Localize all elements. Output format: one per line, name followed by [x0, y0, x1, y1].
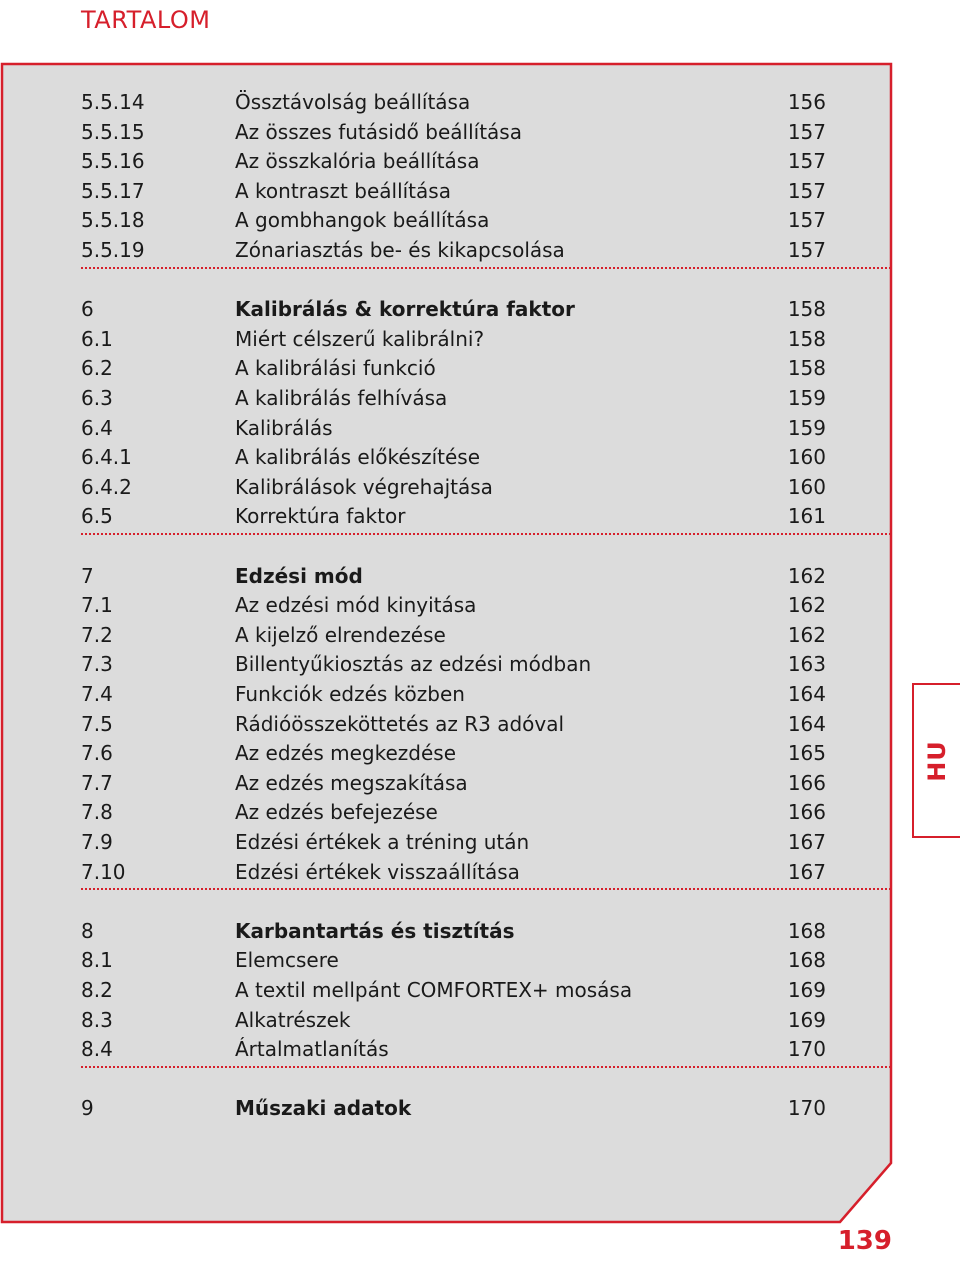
- toc-entry-row[interactable]: [81, 443, 826, 471]
- toc-chapter-row[interactable]: [81, 562, 826, 590]
- toc-entry-row[interactable]: [81, 118, 826, 146]
- section-title: Az edzés megkezdése: [235, 741, 456, 765]
- section-number: 8.2: [81, 978, 113, 1002]
- section-title: A kalibrálás felhívása: [235, 386, 448, 410]
- page-ref: 162: [787, 564, 826, 588]
- toc-entry-row[interactable]: [81, 650, 826, 678]
- section-title: Zónariasztás be- és kikapcsolása: [235, 238, 565, 262]
- toc-chapter-row[interactable]: [81, 1094, 826, 1122]
- section-title: A kijelző elrendezése: [235, 623, 446, 647]
- section-number: 7.9: [81, 830, 113, 854]
- section-title: Edzési értékek visszaállítása: [235, 860, 520, 884]
- page-ref: 159: [787, 386, 826, 410]
- section-title: Az összes futásidő beállítása: [235, 120, 522, 144]
- toc-entry-row[interactable]: [81, 88, 826, 116]
- section-title: Az edzés megszakítása: [235, 771, 468, 795]
- section-title: Edzési mód: [235, 564, 363, 588]
- section-number: 7.3: [81, 652, 113, 676]
- page-ref: 168: [787, 948, 826, 972]
- section-number: 6.4.2: [81, 475, 132, 499]
- section-number: 7.1: [81, 593, 113, 617]
- section-number: 8: [81, 919, 94, 943]
- section-number: 5.5.18: [81, 208, 145, 232]
- page-ref: 161: [787, 504, 826, 528]
- section-title: A kontraszt beállítása: [235, 179, 451, 203]
- section-number: 6.4: [81, 416, 113, 440]
- section-divider: [81, 1066, 891, 1068]
- toc-entry-row[interactable]: [81, 858, 826, 886]
- page-ref: 159: [787, 416, 826, 440]
- language-tab: [912, 683, 960, 838]
- page-ref: 167: [787, 830, 826, 854]
- section-number: 5.5.15: [81, 120, 145, 144]
- page-ref: 166: [787, 800, 826, 824]
- toc-entry-row[interactable]: [81, 206, 826, 234]
- section-title: Kalibrálások végrehajtása: [235, 475, 493, 499]
- page-ref: 160: [787, 475, 826, 499]
- section-title: A kalibrálás előkészítése: [235, 445, 481, 469]
- section-number: 8.4: [81, 1037, 113, 1061]
- section-number: 6: [81, 297, 94, 321]
- section-title: Az edzési mód kinyitása: [235, 593, 477, 617]
- section-title: Kalibrálás: [235, 416, 333, 440]
- toc-entry-row[interactable]: [81, 502, 826, 530]
- page-ref: 157: [787, 120, 826, 144]
- toc-entry-row[interactable]: [81, 177, 826, 205]
- toc-entry-row[interactable]: [81, 591, 826, 619]
- page-ref: 157: [787, 238, 826, 262]
- toc-entry-row[interactable]: [81, 384, 826, 412]
- toc-chapter-row[interactable]: [81, 295, 826, 323]
- toc-chapter-row[interactable]: [81, 917, 826, 945]
- page-ref: 168: [787, 919, 826, 943]
- page-ref: 170: [787, 1096, 826, 1120]
- page-ref: 170: [787, 1037, 826, 1061]
- page-ref: 157: [787, 208, 826, 232]
- page-ref: 164: [787, 682, 826, 706]
- section-divider: [81, 267, 891, 269]
- section-number: 5.5.16: [81, 149, 145, 173]
- section-number: 6.3: [81, 386, 113, 410]
- section-number: 7.6: [81, 741, 113, 765]
- section-number: 7.2: [81, 623, 113, 647]
- page-ref: 162: [787, 593, 826, 617]
- toc-entry-row[interactable]: [81, 236, 826, 264]
- page-ref: 157: [787, 179, 826, 203]
- section-title: Elemcsere: [235, 948, 339, 972]
- section-number: 6.2: [81, 356, 113, 380]
- section-divider: [81, 888, 891, 890]
- section-number: 8.1: [81, 948, 113, 972]
- section-number: 8.3: [81, 1008, 113, 1032]
- section-title: Korrektúra faktor: [235, 504, 406, 528]
- section-number: 6.1: [81, 327, 113, 351]
- page-ref: 160: [787, 445, 826, 469]
- toc-entry-row[interactable]: [81, 325, 826, 353]
- section-title: A kalibrálási funkció: [235, 356, 436, 380]
- section-number: 7.10: [81, 860, 126, 884]
- section-number: 6.4.1: [81, 445, 132, 469]
- page-ref: 164: [787, 712, 826, 736]
- section-title: Karbantartás és tisztítás: [235, 919, 515, 943]
- section-title: Az edzés befejezése: [235, 800, 438, 824]
- section-number: 7.5: [81, 712, 113, 736]
- toc-entry-row[interactable]: [81, 710, 826, 738]
- section-title: Rádióösszeköttetés az R3 adóval: [235, 712, 565, 736]
- section-divider: [81, 533, 891, 535]
- section-title: A gombhangok beállítása: [235, 208, 490, 232]
- toc-entry-row[interactable]: [81, 769, 826, 797]
- section-number: 5.5.14: [81, 90, 145, 114]
- toc-entry-row[interactable]: [81, 1006, 826, 1034]
- page-ref: 156: [787, 90, 826, 114]
- toc-entry-row[interactable]: [81, 414, 826, 442]
- page-ref: 166: [787, 771, 826, 795]
- section-title: Ártalmatlanítás: [235, 1037, 389, 1061]
- toc-entry-row[interactable]: [81, 828, 826, 856]
- section-title: Edzési értékek a tréning után: [235, 830, 530, 854]
- toc-entry-row[interactable]: [81, 946, 826, 974]
- section-number: 7: [81, 564, 94, 588]
- section-number: 5.5.17: [81, 179, 145, 203]
- section-title: Kalibrálás & korrektúra faktor: [235, 297, 575, 321]
- section-number: 9: [81, 1096, 94, 1120]
- page-ref: 169: [787, 978, 826, 1002]
- page-ref: 158: [787, 327, 826, 351]
- page-ref: 163: [787, 652, 826, 676]
- page-ref: 162: [787, 623, 826, 647]
- page-ref: 167: [787, 860, 826, 884]
- section-title: A textil mellpánt COMFORTEX+ mosása: [235, 978, 633, 1002]
- page-ref: 157: [787, 149, 826, 173]
- language-tab-label: HU: [923, 739, 951, 782]
- section-number: 5.5.19: [81, 238, 145, 262]
- page-ref: 158: [787, 297, 826, 321]
- section-title: Össztávolság beállítása: [235, 90, 471, 114]
- toc-entry-row[interactable]: [81, 739, 826, 767]
- toc-entry-row[interactable]: [81, 976, 826, 1004]
- toc-entry-row[interactable]: [81, 473, 826, 501]
- section-title: Alkatrészek: [235, 1008, 351, 1032]
- section-title: Billentyűkiosztás az edzési módban: [235, 652, 592, 676]
- page-ref: 158: [787, 356, 826, 380]
- toc-entry-row[interactable]: [81, 798, 826, 826]
- toc-entry-row[interactable]: [81, 621, 826, 649]
- section-title: Miért célszerű kalibrálni?: [235, 327, 485, 351]
- section-title: Az összkalória beállítása: [235, 149, 480, 173]
- toc-entry-row[interactable]: [81, 147, 826, 175]
- page-header-title: TARTALOM: [81, 6, 211, 34]
- page-ref: 165: [787, 741, 826, 765]
- section-number: 7.4: [81, 682, 113, 706]
- section-title: Funkciók edzés közben: [235, 682, 465, 706]
- section-title: Műszaki adatok: [235, 1096, 412, 1120]
- page-number: 139: [837, 1226, 892, 1256]
- toc-entry-row[interactable]: [81, 354, 826, 382]
- page-ref: 169: [787, 1008, 826, 1032]
- section-number: 7.8: [81, 800, 113, 824]
- toc-entry-row[interactable]: [81, 680, 826, 708]
- section-number: 7.7: [81, 771, 113, 795]
- section-number: 6.5: [81, 504, 113, 528]
- toc-entry-row[interactable]: [81, 1035, 826, 1063]
